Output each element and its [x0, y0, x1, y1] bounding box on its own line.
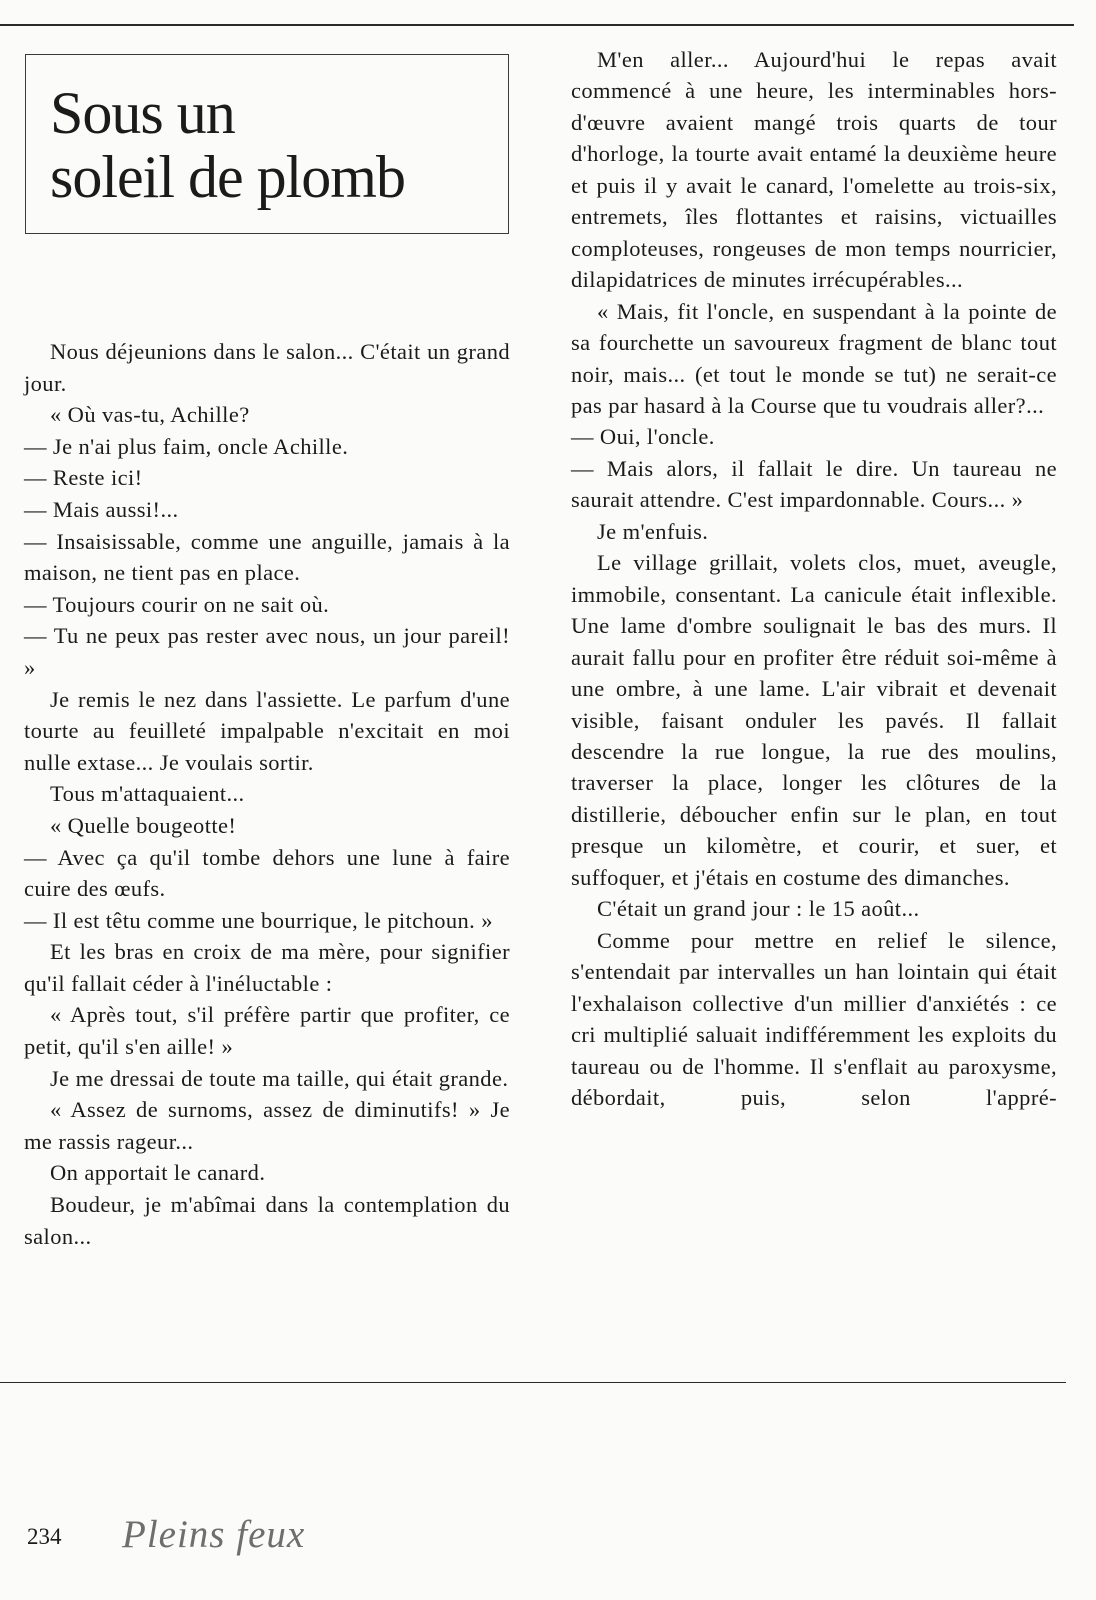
- paragraph: Et les bras en croix de ma mère, pour signifier qu'il fallait céder à l'inéluctable :: [24, 939, 510, 996]
- paragraph: Je remis le nez dans l'assiette. Le parfum d'une tourte au feuilleté impalpable n'excitait en moi nulle extase... Je voulais sortir.: [24, 686, 510, 775]
- paragraph: — Il est têtu comme une bourrique, le pitchoun. »: [24, 907, 493, 933]
- paragraph: « Quelle bougeotte!: [50, 812, 237, 838]
- paragraph: Boudeur, je m'abîmai dans la contemplation du salon...: [24, 1192, 510, 1249]
- paragraph: « Assez de surnoms, assez de diminutifs! » Je me rassis rageur...: [24, 1097, 510, 1154]
- paragraph: « Mais, fit l'oncle, en suspendant à la pointe de sa fourchette un savoureux fragment de blanc tout noir, mais... (et tout le monde se tut) ne serait-ce pas par hasard à la Course que tu voudrais aller?...: [571, 298, 1057, 418]
- paragraph: — Mais aussi!...: [24, 496, 179, 522]
- paragraph: — Reste ici!: [24, 465, 143, 491]
- title-line-2: soleil de plomb: [50, 144, 405, 210]
- paragraph: — Insaisissable, comme une anguille, jamais à la maison, ne tient pas en place.: [24, 528, 510, 586]
- paragraph: Je me dressai de toute ma taille, qui était grande.: [50, 1065, 509, 1091]
- bottom-rule: [0, 1382, 1066, 1383]
- running-title: Pleins feux: [122, 1513, 306, 1556]
- paragraph: Je m'enfuis.: [597, 518, 709, 544]
- paragraph: — Toujours courir on ne sait où.: [24, 591, 330, 617]
- top-rule: [0, 24, 1074, 26]
- page-number: 234: [27, 1524, 62, 1549]
- paragraph: C'était un grand jour : le 15 août...: [597, 896, 920, 922]
- paragraph: Comme pour mettre en relief le silence, s'entendait par intervalles un han lointain qui était l'exhalaison collective d'un millier d'anxiétés : ce cri multiplié saluait indifféremment les exploits du taureau ou de l'homme. Il s'enflait au paroxysme, débordait, puis, selon l'appré-: [571, 927, 1057, 1110]
- paragraph: — Oui, l'oncle.: [571, 424, 715, 450]
- paragraph: — Mais alors, il fallait le dire. Un taureau ne saurait attendre. C'est impardonnable. Cours... »: [571, 455, 1057, 513]
- right-column: [571, 44, 1057, 1113]
- paragraph: Nous déjeunions dans le salon... C'était un grand jour.: [24, 339, 510, 396]
- paragraph: On apportait le canard.: [50, 1160, 266, 1186]
- paragraph: — Je n'ai plus faim, oncle Achille.: [24, 433, 349, 459]
- paragraph: Tous m'attaquaient...: [50, 781, 245, 807]
- title-box: [25, 54, 509, 234]
- title-line-1: Sous un: [50, 80, 235, 146]
- paragraph: M'en aller... Aujourd'hui le repas avait commencé à une heure, les interminables hors-d'œuvre avaient mangé trois quarts de tour d'horloge, la tourte avait entamé la deuxième heure et puis il y avait le canard, l'omelette au trois-six, entremets, îles flottantes et raisins, victuailles comploteuses, rongeuses de mon temps nourricier, dilapidatrices de minutes irrécupérables...: [571, 47, 1057, 293]
- left-column: [24, 336, 510, 1252]
- paragraph: Le village grillait, volets clos, muet, aveugle, immobile, consentant. La canicule était inflexible. Une lame d'ombre soulignait le bas des murs. Il aurait fallu pour en profiter être réduit soi-même à une ombre, à une lame. L'air vibrait et devenait visible, faisant onduler les pavés. Il fallait descendre la rue longue, la rue des moulins, traverser la place, longer les clôtures de la distillerie, déboucher enfin sur le plan, en tout presque un kilomètre, et courir, et suer, et suffoquer, et j'étais en costume des dimanches.: [571, 550, 1057, 890]
- paragraph: « Où vas-tu, Achille?: [50, 402, 250, 428]
- paragraph: « Après tout, s'il préfère partir que profiter, ce petit, qu'il s'en aille! »: [24, 1002, 510, 1060]
- paragraph: — Tu ne peux pas rester avec nous, un jour pareil! »: [24, 623, 510, 680]
- paragraph: — Avec ça qu'il tombe dehors une lune à faire cuire des œufs.: [24, 844, 510, 902]
